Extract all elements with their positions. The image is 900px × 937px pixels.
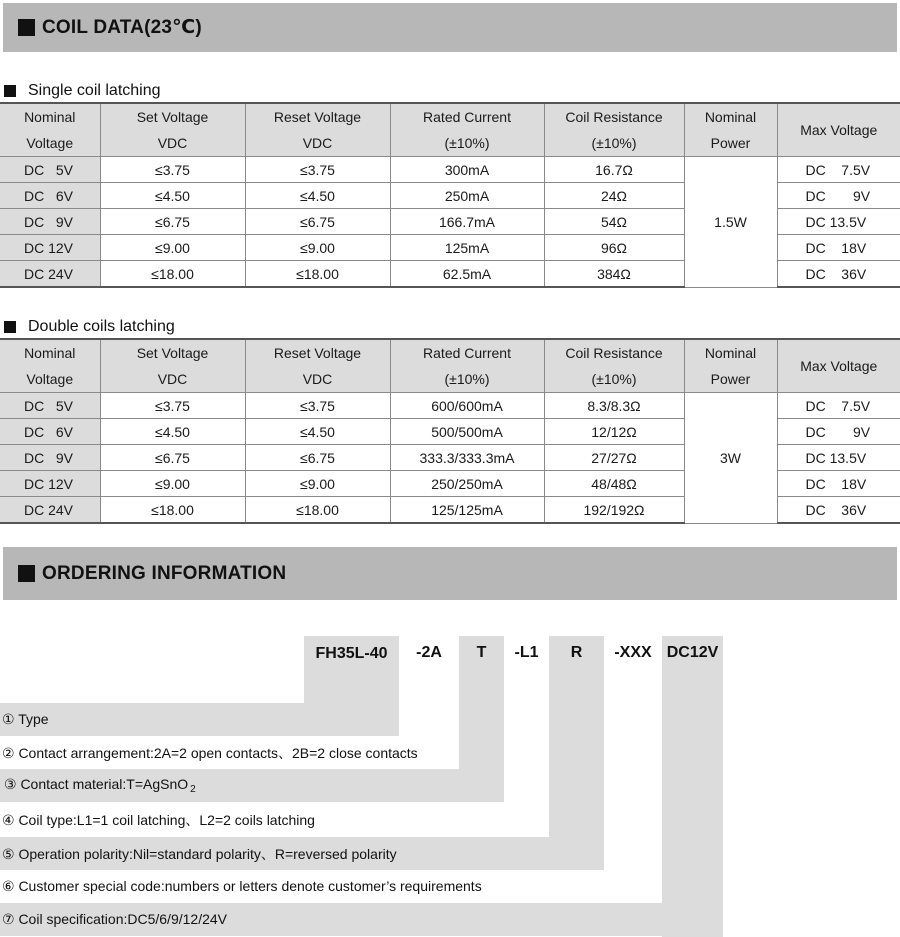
set-cell: ≤18.00 [100, 497, 245, 524]
double-coil-heading [4, 318, 175, 336]
reset-cell: ≤4.50 [245, 419, 390, 445]
double-coil-title: Double coils latching [28, 318, 175, 335]
single-coil-title: Single coil latching [28, 82, 161, 99]
resistance-cell: 48/48Ω [544, 471, 684, 497]
single-coil-table [0, 102, 900, 288]
max-voltage-cell: DC 13.5V [777, 209, 900, 235]
reset-cell: ≤4.50 [245, 183, 390, 209]
set-cell: ≤6.75 [100, 209, 245, 235]
nominal-cell: DC 5V [0, 157, 100, 183]
max-voltage-cell: DC 18V [777, 235, 900, 261]
code-special: -XXX [614, 644, 652, 661]
max-voltage-cell: DC 36V [777, 497, 900, 524]
current-cell: 600/600mA [390, 393, 544, 419]
reset-voltage-header: Reset Voltage VDC [245, 103, 390, 157]
order-item-coil-spec: ⑦ Coil specification:DC5/6/9/12/24V [0, 903, 723, 936]
current-cell: 62.5mA [390, 261, 544, 288]
coil-data-title: COIL DATA(23℃) [42, 17, 202, 38]
table-row [0, 393, 900, 419]
resistance-cell: 384Ω [544, 261, 684, 288]
set-cell: ≤9.00 [100, 471, 245, 497]
current-cell: 250mA [390, 183, 544, 209]
current-cell: 500/500mA [390, 419, 544, 445]
square-bullet-icon [4, 85, 16, 97]
nominal-cell: DC 9V [0, 209, 100, 235]
nominal-cell: DC 5V [0, 393, 100, 419]
set-cell: ≤3.75 [100, 393, 245, 419]
nominal-cell: DC 6V [0, 183, 100, 209]
ordering-info-title: ORDERING INFORMATION [42, 562, 287, 584]
current-cell: 300mA [390, 157, 544, 183]
reset-cell: ≤6.75 [245, 209, 390, 235]
reset-cell: ≤3.75 [245, 157, 390, 183]
contact-material-text: ③ Contact material:T=AgSnO $_2$ [4, 776, 196, 795]
max-voltage-cell: DC 7.5V [777, 157, 900, 183]
nominal-cell: DC 12V [0, 471, 100, 497]
code-type: FH35L-40 [304, 636, 399, 703]
resistance-cell: 192/192Ω [544, 497, 684, 524]
table-row [0, 157, 900, 183]
set-voltage-header: Set Voltage VDC [100, 103, 245, 157]
reset-cell: ≤3.75 [245, 393, 390, 419]
reset-cell: ≤9.00 [245, 235, 390, 261]
coil-data-header [3, 3, 897, 52]
current-cell: 125mA [390, 235, 544, 261]
resistance-cell: 24Ω [544, 183, 684, 209]
coil-resistance-header: Coil Resistance (±10%) [544, 339, 684, 393]
square-bullet-icon [4, 321, 16, 333]
max-voltage-cell: DC 7.5V [777, 393, 900, 419]
set-cell: ≤6.75 [100, 445, 245, 471]
resistance-cell: 12/12Ω [544, 419, 684, 445]
order-item-special-code: ⑥ Customer special code:numbers or letters denote customer’s requirements [0, 870, 662, 903]
max-voltage-header: Max Voltage [777, 103, 900, 157]
resistance-cell: 27/27Ω [544, 445, 684, 471]
max-voltage-cell: DC 18V [777, 471, 900, 497]
nominal-cell: DC 24V [0, 261, 100, 288]
reset-cell: ≤18.00 [245, 261, 390, 288]
double-coil-table [0, 338, 900, 524]
order-item-coil-type: ④ Coil type:L1=1 coil latching、L2=2 coils latching [0, 803, 549, 836]
set-voltage-header: Set Voltage VDC [100, 339, 245, 393]
reset-cell: ≤18.00 [245, 497, 390, 524]
nominal-voltage-header: Nominal Voltage [0, 339, 100, 393]
current-cell: 125/125mA [390, 497, 544, 524]
resistance-cell: 96Ω [544, 235, 684, 261]
single-coil-heading [4, 82, 161, 100]
resistance-cell: 54Ω [544, 209, 684, 235]
reset-voltage-header: Reset Voltage VDC [245, 339, 390, 393]
order-item-contact-material [0, 769, 504, 802]
current-cell: 250/250mA [390, 471, 544, 497]
nominal-power-cell: 1.5W [684, 157, 777, 288]
nominal-cell: DC 9V [0, 445, 100, 471]
reset-cell: ≤6.75 [245, 445, 390, 471]
coil-resistance-header: Coil Resistance (±10%) [544, 103, 684, 157]
connector-bar [662, 670, 723, 937]
nominal-power-header: Nominal Power [684, 103, 777, 157]
set-cell: ≤3.75 [100, 157, 245, 183]
square-bullet-icon [18, 19, 35, 36]
set-cell: ≤4.50 [100, 183, 245, 209]
code-coil-spec: DC12V [662, 636, 723, 670]
max-voltage-cell: DC 9V [777, 419, 900, 445]
rated-current-header: Rated Current (±10%) [390, 103, 544, 157]
code-contact-material: T [459, 636, 504, 670]
set-cell: ≤9.00 [100, 235, 245, 261]
reset-cell: ≤9.00 [245, 471, 390, 497]
order-item-type: ① Type [0, 703, 399, 736]
max-voltage-header: Max Voltage [777, 339, 900, 393]
set-cell: ≤4.50 [100, 419, 245, 445]
nominal-voltage-header: Nominal Voltage [0, 103, 100, 157]
code-contact-arrangement: -2A [416, 644, 442, 661]
max-voltage-cell: DC 36V [777, 261, 900, 288]
table-header-row [0, 103, 900, 157]
code-coil-type: -L1 [514, 644, 539, 661]
current-cell: 166.7mA [390, 209, 544, 235]
max-voltage-cell: DC 9V [777, 183, 900, 209]
current-cell: 333.3/333.3mA [390, 445, 544, 471]
order-item-polarity: ⑤ Operation polarity:Nil=standard polarity、R=reversed polarity [0, 837, 604, 870]
nominal-power-cell: 3W [684, 393, 777, 524]
square-bullet-icon [18, 565, 35, 582]
table-header-row [0, 339, 900, 393]
ordering-info-header [3, 547, 897, 600]
rated-current-header: Rated Current (±10%) [390, 339, 544, 393]
nominal-cell: DC 24V [0, 497, 100, 524]
order-item-contact-arrangement: ② Contact arrangement:2A=2 open contacts、2B=2 close contacts [0, 736, 459, 769]
nominal-cell: DC 12V [0, 235, 100, 261]
set-cell: ≤18.00 [100, 261, 245, 288]
max-voltage-cell: DC 13.5V [777, 445, 900, 471]
resistance-cell: 16.7Ω [544, 157, 684, 183]
nominal-cell: DC 6V [0, 419, 100, 445]
nominal-power-header: Nominal Power [684, 339, 777, 393]
code-polarity: R [549, 636, 604, 670]
resistance-cell: 8.3/8.3Ω [544, 393, 684, 419]
